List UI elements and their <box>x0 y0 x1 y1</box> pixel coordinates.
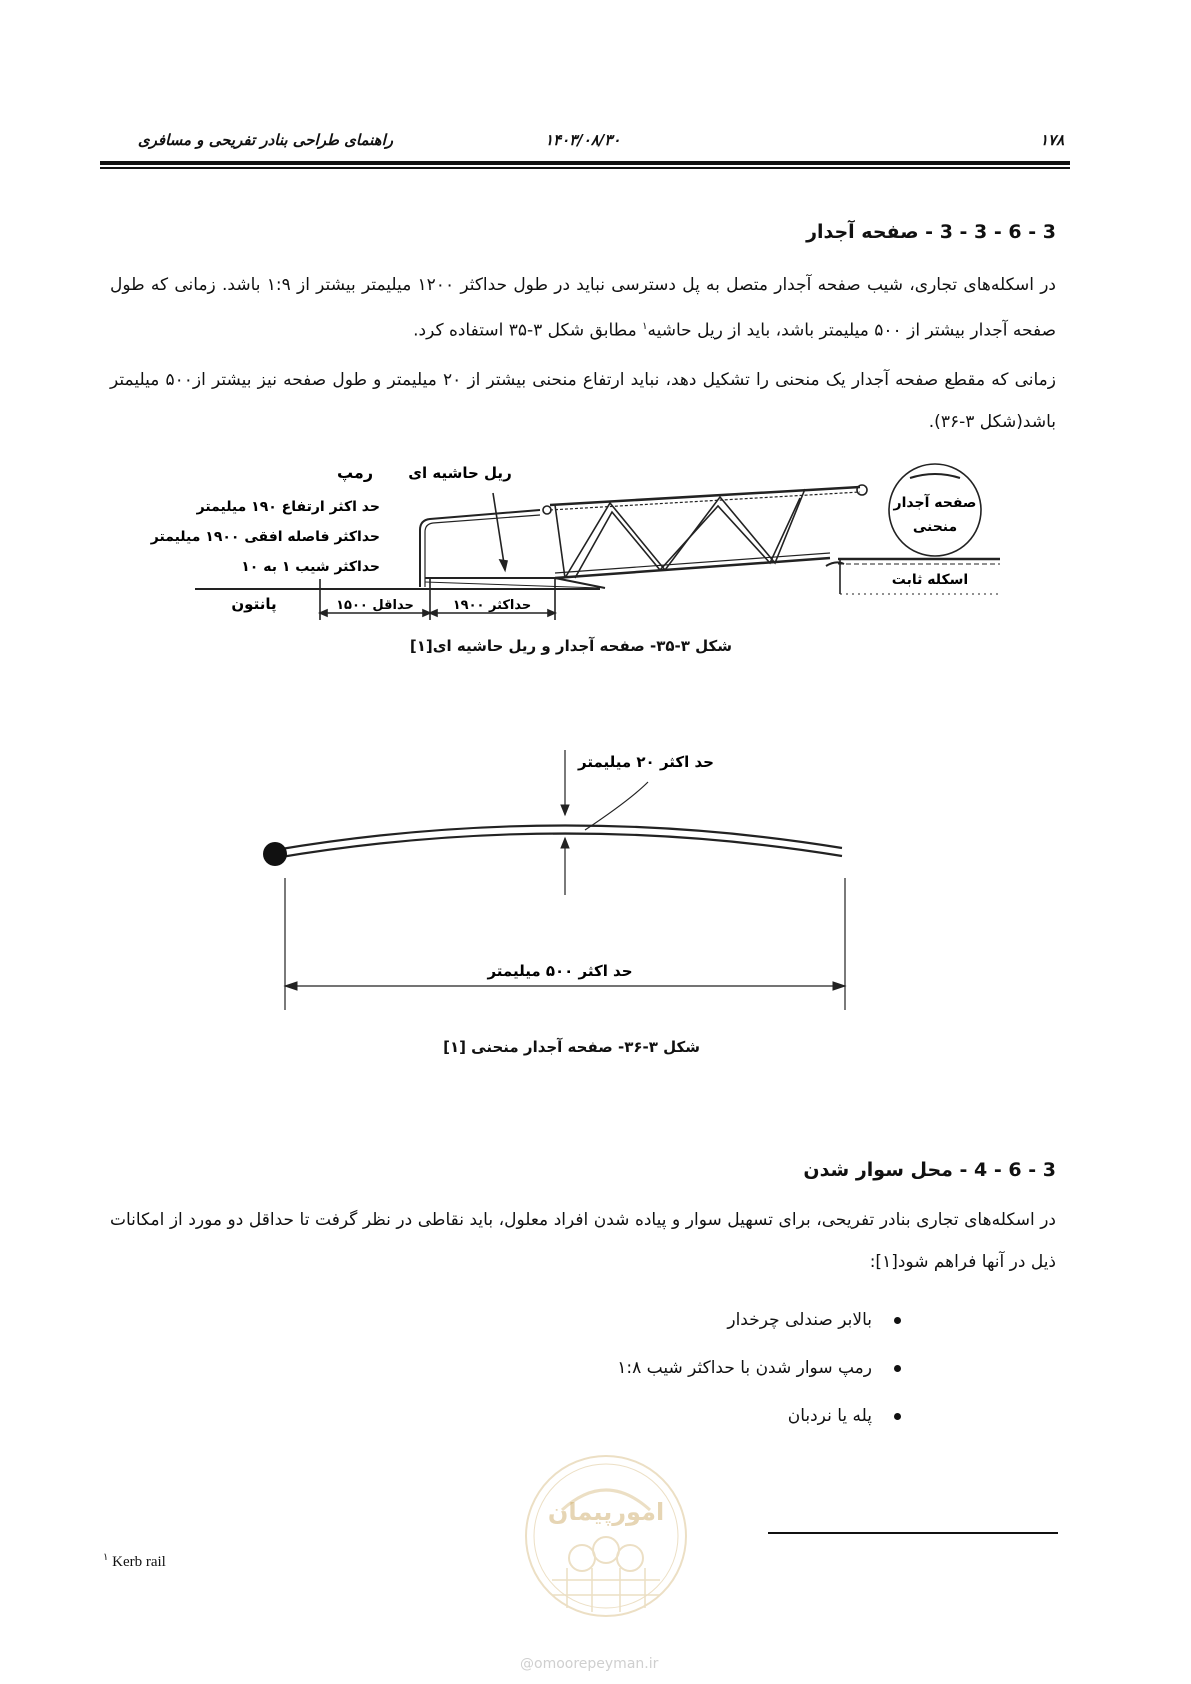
figure-35-diagram <box>0 0 1191 700</box>
list-item-text: بالابر صندلی چرخدار <box>727 1310 872 1330</box>
watermark-logo <box>522 1450 690 1640</box>
figure-caption: شکل ۳-۳۶- صفحه آجدار منحنی [۱] <box>443 1038 700 1056</box>
bullet-icon <box>894 1365 901 1372</box>
label-length: حد اکثر ۵۰۰ میلیمتر <box>487 962 633 980</box>
footnote-text: Kerb rail <box>112 1554 166 1570</box>
watermark-logo-text: امورپیمان <box>547 1498 665 1526</box>
label-rise: حد اکثر ۲۰ میلیمتر <box>578 753 714 771</box>
paragraph-text-end: مطابق شکل ۳-۳۵ استفاده کرد. <box>413 320 643 341</box>
header-title: راهنمای طراحی بنادر تفریحی و مسافری <box>137 131 393 149</box>
footnote-reference: ۱ <box>642 321 648 332</box>
list-item-text: پله یا نردبان <box>787 1406 872 1426</box>
label-curved-plate-2: منحنی <box>912 519 958 535</box>
footnote <box>103 1552 166 1571</box>
header-date: ۱۴۰۳/۰۸/۳۰ <box>545 131 621 149</box>
dimension-max: حداکثر ۱۹۰۰ <box>452 598 532 613</box>
label-fixed-pier: اسکله ثابت <box>891 572 969 588</box>
paragraph-text: در اسکله‌های تجاری، شیب صفحه آجدار متصل به پل دسترسی نباید در طول حداکثر ۱۲۰۰ میلیمتر بیشتر از ۱:۹ باشد. زمانی که طول صفحه آجدار بیشتر از ۵۰۰ میلیمتر باشد، باید از ریل حاشیه <box>110 275 1056 341</box>
paragraph: در اسکله‌های تجاری بنادر تفریحی، برای تسهیل سوار و پیاده شدن افراد معلول، باید نقاطی در نظر گرفت تا حداقل دو مورد از امکانات ذیل در آنها فراهم شود[۱]: <box>110 1210 1056 1272</box>
page-number: ۱۷۸ <box>1040 131 1065 149</box>
footnote-marker: ۱ <box>103 1552 109 1563</box>
figure-36-diagram <box>0 730 1191 1030</box>
label-ramp: رمپ <box>336 463 374 482</box>
figure-note: حداکثر شیب ۱ به ۱۰ <box>241 559 380 575</box>
list-item-text: رمپ سوار شدن با حداکثر شیب ۱:۸ <box>617 1358 872 1378</box>
paragraph: زمانی که مقطع صفحه آجدار یک منحنی را تشکیل دهد، نباید ارتفاع منحنی بیشتر از ۲۰ میلیمتر و طول صفحه نیز بیشتر از۵۰۰ میلیمتر باشد(شکل ۳-۳۶). <box>110 370 1056 432</box>
list-item <box>401 1344 901 1392</box>
list-item <box>401 1296 901 1344</box>
watermark-url: @omoorepeyman.ir <box>520 1656 659 1672</box>
figure-caption: شکل ۳-۳۵- صفحه آجدار و ریل حاشیه ای[۱] <box>409 637 732 655</box>
list-item <box>401 1392 901 1440</box>
section-heading: 3 - 6 - 3 - 3 - صفحه آجدار <box>806 221 1056 243</box>
section-heading: 3 - 6 - 4 - محل سوار شدن <box>803 1159 1056 1181</box>
label-kerb-rail: ریل حاشیه ای <box>408 464 512 482</box>
figure-note: حد اکثر ارتفاع ۱۹۰ میلیمتر <box>196 499 380 515</box>
label-curved-plate: صفحه آجدار <box>893 495 977 511</box>
bullet-icon <box>894 1413 901 1420</box>
label-pontoon: پانتون <box>231 595 277 613</box>
bullet-list <box>401 1296 901 1440</box>
bullet-icon <box>894 1317 901 1324</box>
footnote-rule <box>768 1532 1058 1534</box>
dimension-min: حداقل ۱۵۰۰ <box>336 598 414 613</box>
figure-note: حداکثر فاصله افقی ۱۹۰۰ میلیمتر <box>150 529 380 545</box>
